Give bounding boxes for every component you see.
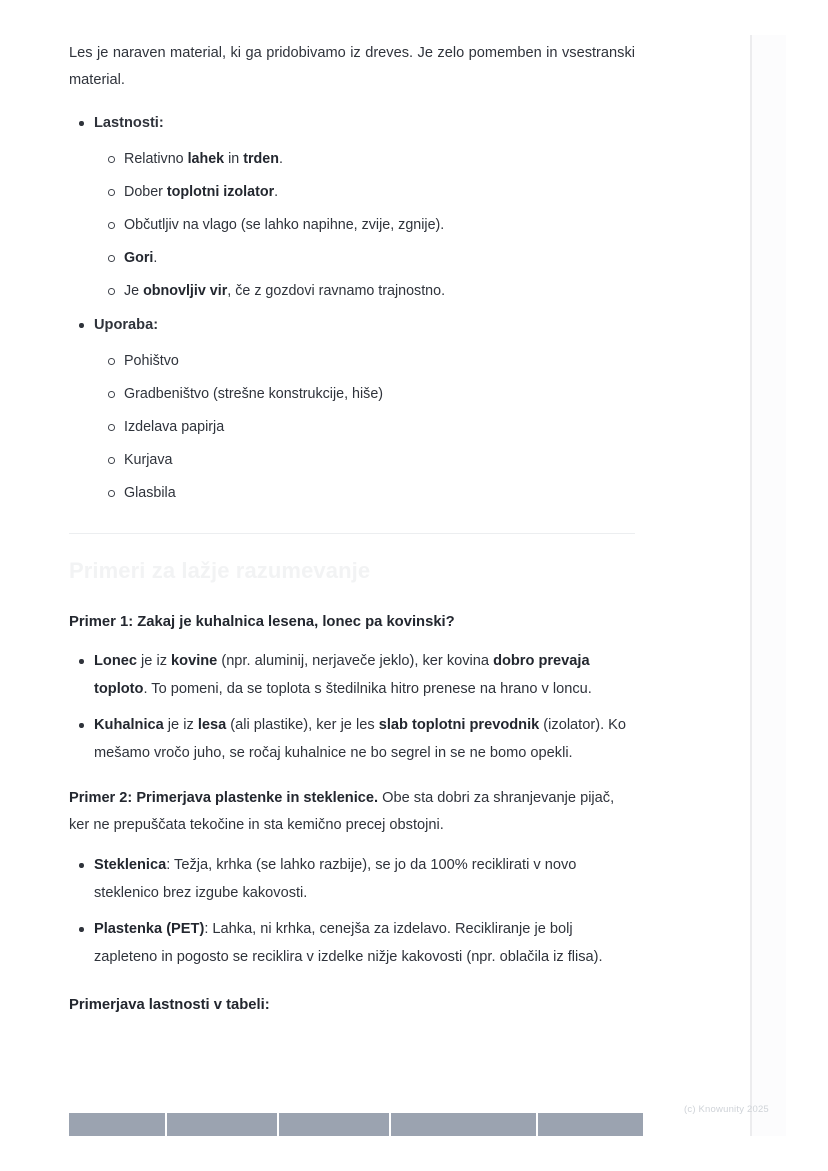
list-item: Lonec je iz kovine (npr. aluminij, nerjaveče jeklo), ker kovina dobro prevaja toploto. To pomeni, da se toplota s štedilnika hitro prenese na hrano v loncu. <box>69 648 635 703</box>
list-item: Relativno lahek in trden. <box>94 147 635 171</box>
list-item: Izdelava papirja <box>94 415 635 439</box>
uporaba-sublist <box>94 349 635 505</box>
intro-paragraph: Les je naraven material, ki ga pridobivamo iz dreves. Je zelo pomemben in vsestranski material. <box>69 45 635 88</box>
section-heading-label: Lastnosti: <box>94 115 164 131</box>
list-item: Steklenica: Težja, krhka (se lahko razbije), se jo da 100% reciklirati v novo steklenico brez izgube kakovosti. <box>69 852 635 907</box>
lastnosti-sublist <box>94 147 635 303</box>
example-1-bullets <box>69 648 635 767</box>
comparison-table <box>69 1113 643 1136</box>
list-item: Gradbeništvo (strešne konstrukcije, hiše) <box>94 382 635 406</box>
list-item: Kuhalnica je iz lesa (ali plastike), ker je les slab toplotni prevodnik (izolator). Ko mešamo vročo juho, se ročaj kuhalnice ne bo segrel in se ne bomo opekli. <box>69 712 635 767</box>
comparison-table-wrap <box>69 1113 635 1136</box>
list-item: Glasbila <box>94 481 635 505</box>
ghost-section-heading: Primeri za lažje razumevanje <box>69 558 371 583</box>
example-2-paragraph: Primer 2: Primerjava plastenke in steklenice. Obe sta dobri za shranjevanje pijač, ker ne prepuščata tekočine in sta kemično precej obstojni. <box>69 790 615 833</box>
table-header-cell <box>391 1113 538 1136</box>
page-vertical-rule <box>750 35 752 1136</box>
example-2-bullets <box>69 852 635 971</box>
list-item: Občutljiv na vlago (se lahko napihne, zvije, zgnije). <box>94 213 635 237</box>
example-1-heading: Primer 1: Zakaj je kuhalnica lesena, lonec pa kovinski? <box>69 614 455 630</box>
section-divider <box>69 533 635 534</box>
list-item-heading-uporaba <box>69 312 635 505</box>
list-item: Pohištvo <box>94 349 635 373</box>
table-header-row <box>69 1113 643 1136</box>
table-header <box>69 1113 643 1136</box>
list-item-heading-lastnosti <box>69 110 635 303</box>
list-item: Kurjava <box>94 448 635 472</box>
list-item: Plastenka (PET): Lahka, ni krhka, cenejša za izdelavo. Recikliranje je bolj zapleteno in pogosto se reciklira v izdelke nižje kakovosti (npr. oblačila iz flisa). <box>69 916 635 971</box>
section-heading-label: Uporaba: <box>94 317 159 333</box>
table-caption: Primerjava lastnosti v tabeli: <box>69 997 270 1013</box>
table-header-cell <box>538 1113 643 1136</box>
properties-list <box>69 110 635 505</box>
copyright-notice: (c) Knowunity 2025 <box>684 1104 769 1115</box>
document-content <box>69 40 635 1018</box>
page-right-panel <box>752 35 786 1136</box>
table-header-cell <box>167 1113 279 1136</box>
table-header-cell <box>279 1113 391 1136</box>
table-header-cell <box>69 1113 167 1136</box>
list-item: Gori. <box>94 246 635 270</box>
list-item: Dober toplotni izolator. <box>94 180 635 204</box>
list-item: Je obnovljiv vir, če z gozdovi ravnamo trajnostno. <box>94 279 635 303</box>
